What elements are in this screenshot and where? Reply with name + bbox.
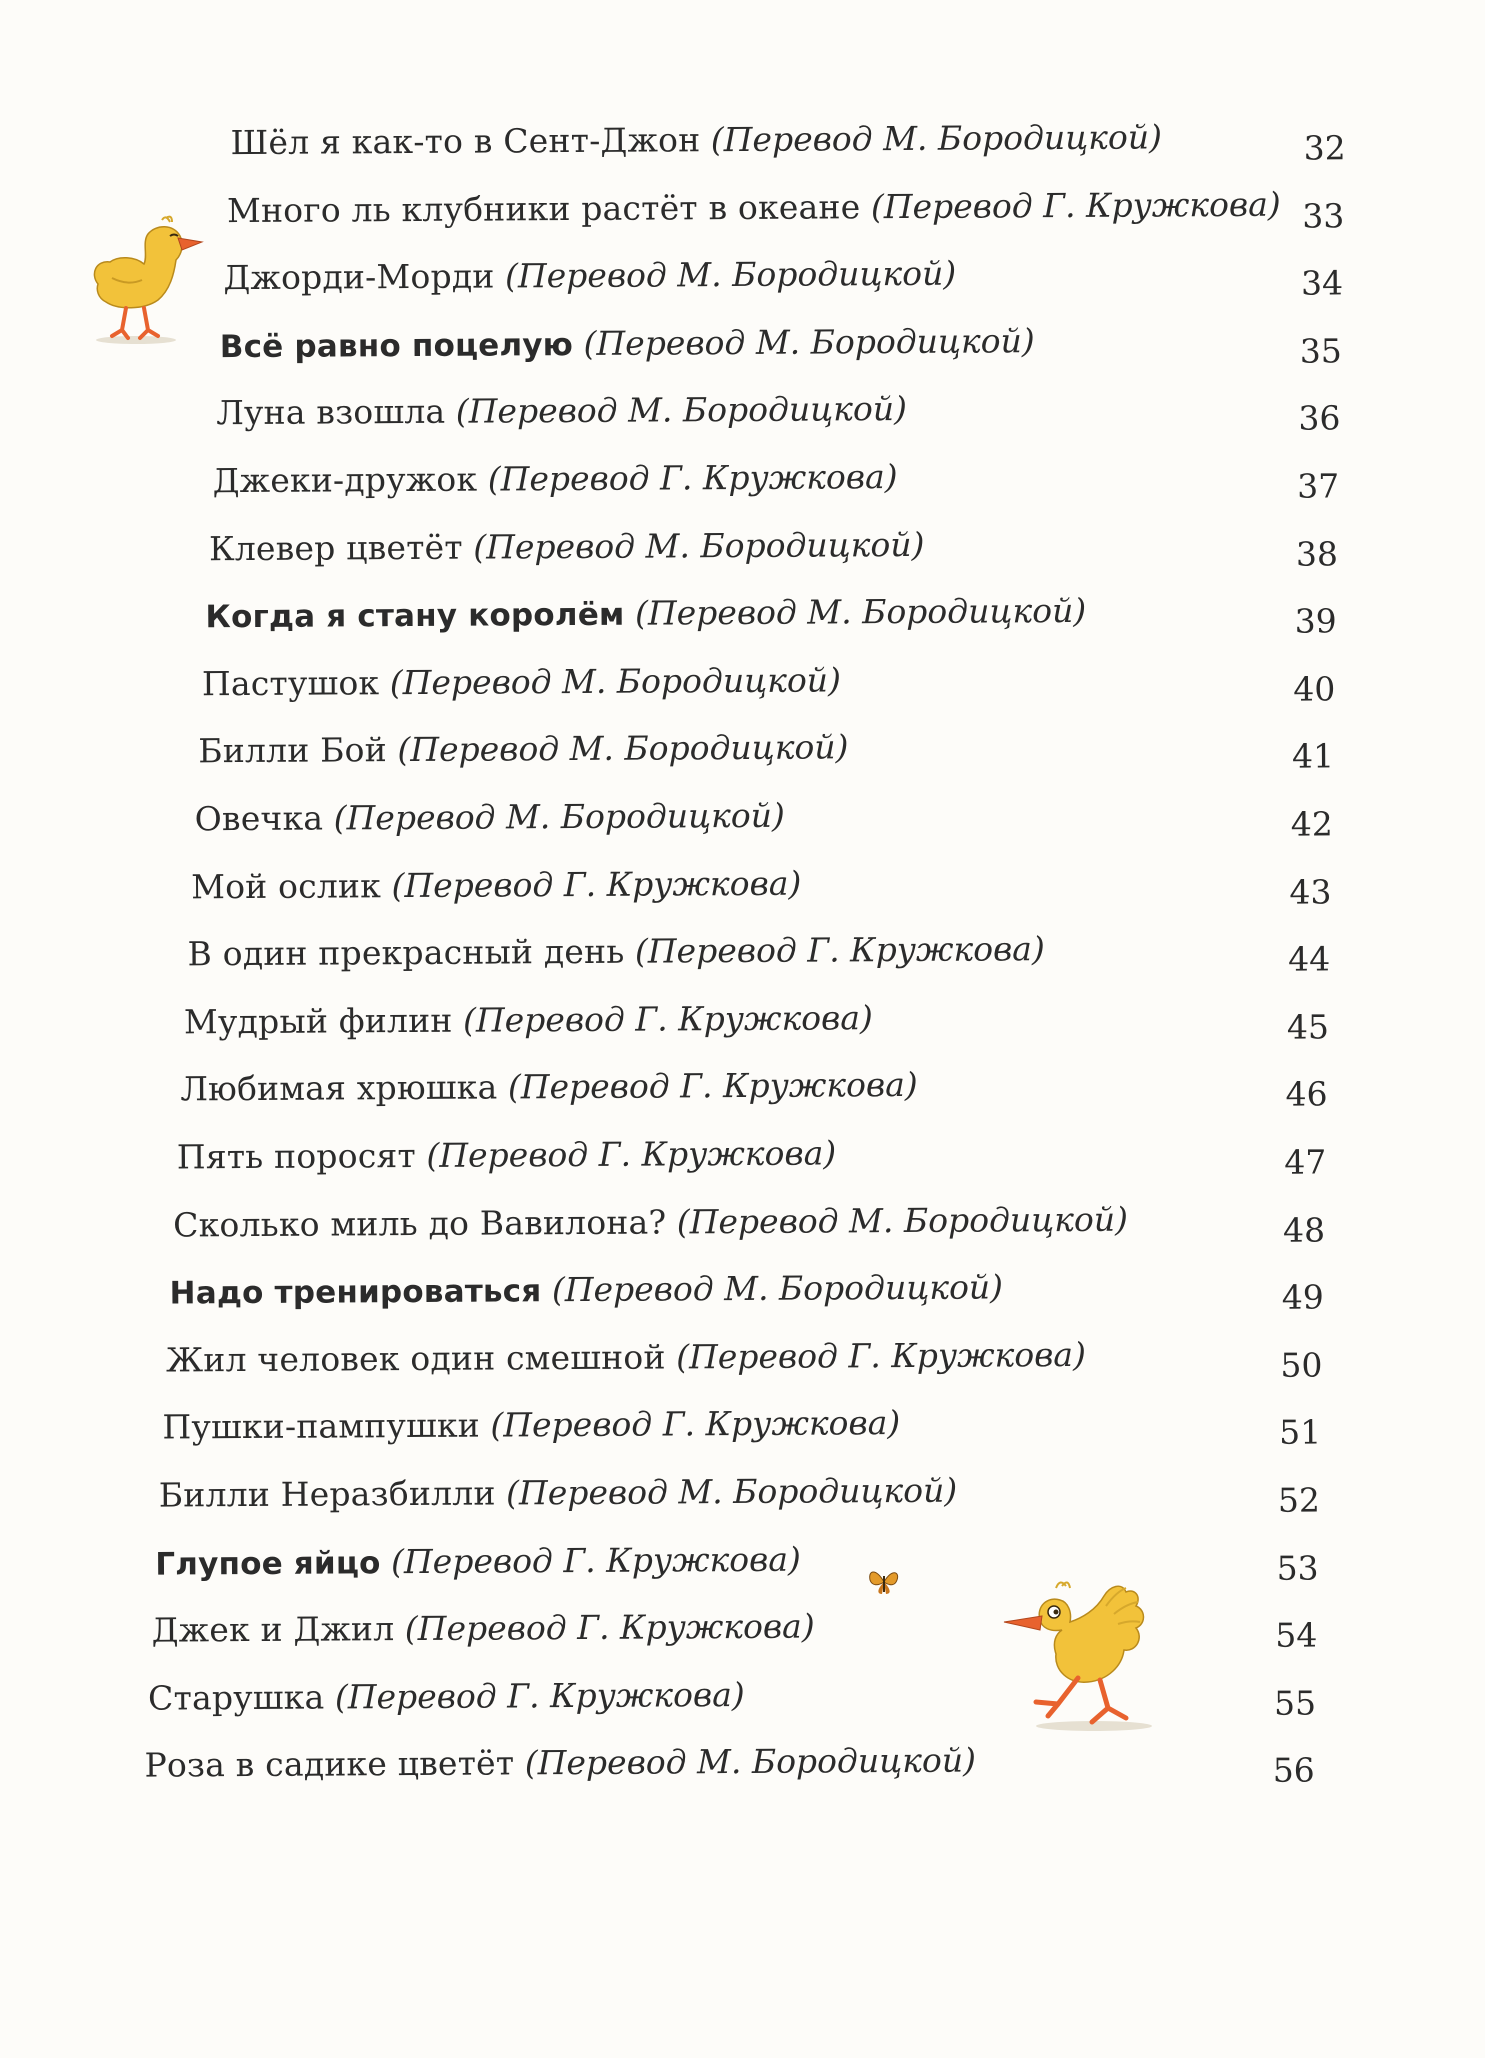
toc-entry-text <box>159 1469 958 1518</box>
toc-page-number: 49 <box>1281 1277 1324 1317</box>
toc-entry-translator: (Перевод Г. Кружкова) <box>426 1133 837 1175</box>
toc-entry-title: Всё равно поцелую <box>219 326 574 365</box>
toc-entry <box>2 1330 1485 1399</box>
toc-entry-translator: (Перевод Г. Кружкова) <box>487 457 898 499</box>
toc-entry <box>0 451 1482 520</box>
toc-entry-text <box>205 589 1086 639</box>
duckling-icon <box>78 212 208 347</box>
toc-entry-text <box>216 387 907 435</box>
toc-entry-translator: (Перевод М. Бородицкой) <box>710 117 1163 160</box>
toc-entry-translator: (Перевод М. Бородицкой) <box>634 591 1087 633</box>
toc-entry-title: Билли Неразбилли <box>158 1473 496 1515</box>
toc-entry-text <box>191 861 801 909</box>
toc-entry <box>3 1465 1485 1534</box>
toc-entry-title: Любимая хрюшка <box>180 1067 498 1109</box>
toc-entry-title: Мудрый филин <box>183 1000 453 1042</box>
toc-entry-title: Когда я стану королём <box>205 596 625 636</box>
toc-entry-title: Глупое яйцо <box>155 1544 381 1583</box>
toc-entry-translator: (Перевод Г. Кружкова) <box>462 997 873 1040</box>
toc-page-number: 44 <box>1288 939 1331 979</box>
toc-entry-title: Клевер цветёт <box>208 527 463 568</box>
toc-entry-title: В один прекрасный день <box>187 931 625 974</box>
toc-entry-text <box>195 794 785 842</box>
toc-entry-translator: (Перевод Г. Кружкова) <box>870 184 1281 226</box>
butterfly-icon <box>866 1566 902 1598</box>
toc-entry <box>0 789 1484 858</box>
toc-entry-text <box>166 1333 1086 1383</box>
toc-entry-title: Роза в садике цветёт <box>144 1743 515 1786</box>
toc-page-number: 50 <box>1280 1345 1323 1385</box>
toc-entry-translator: (Перевод М. Бородицкой) <box>389 660 841 702</box>
toc-entry <box>1 1127 1485 1196</box>
toc-page-number: 36 <box>1298 398 1341 438</box>
toc-entry <box>4 1736 1485 1805</box>
toc-page-number: 55 <box>1273 1683 1317 1723</box>
toc-entry-translator: (Перевод М. Бородицкой) <box>524 1740 977 1783</box>
toc-entry <box>0 181 1480 250</box>
toc-page-number: 38 <box>1295 533 1339 574</box>
toc-entry-translator: (Перевод М. Бородицкой) <box>504 253 957 296</box>
toc-entry-title: Овечка <box>194 798 324 839</box>
toc-entry-translator: (Перевод Г. Кружкова) <box>404 1606 815 1649</box>
toc-entry-translator: (Перевод М. Бородицкой) <box>551 1267 1004 1310</box>
toc-entry <box>0 316 1481 385</box>
toc-entry-translator: (Перевод М. Бородицкой) <box>397 727 849 770</box>
toc-entry-translator: (Перевод М. Бородицкой) <box>505 1470 958 1513</box>
toc-entry-translator: (Перевод М. Бородицкой) <box>333 795 785 838</box>
toc-entry <box>2 1398 1485 1467</box>
toc-entry-translator: (Перевод Г. Кружкова) <box>676 1334 1087 1377</box>
toc-entry-text <box>180 1063 918 1112</box>
toc-page-number: 53 <box>1276 1548 1319 1588</box>
toc-entry-translator: (Перевод Г. Кружкова) <box>490 1403 901 1445</box>
toc-entry-title: Джеки-дружок <box>212 459 478 501</box>
toc-page-number: 54 <box>1275 1615 1318 1655</box>
toc-page-number: 46 <box>1285 1074 1328 1115</box>
toc-entry <box>0 925 1485 994</box>
toc-entry <box>0 384 1481 453</box>
toc-entry-text <box>173 1197 1128 1247</box>
toc-entry-translator: (Перевод Г. Кружкова) <box>390 1539 801 1581</box>
toc-entry-title: Жил человек один смешной <box>165 1337 666 1380</box>
toc-entry-title: Мой ослик <box>191 865 382 906</box>
toc-page-number: 41 <box>1291 736 1335 777</box>
toc-page-number: 45 <box>1286 1007 1330 1047</box>
toc-entry-title: Много ль клубники растёт в океане <box>226 186 861 230</box>
toc-page-number: 43 <box>1289 871 1332 912</box>
toc-entry-text <box>169 1266 1003 1316</box>
toc-page-number: 52 <box>1277 1480 1321 1520</box>
toc-entry-text <box>220 319 1035 369</box>
toc-entry-text <box>227 182 1281 232</box>
toc-entry-text <box>148 1673 745 1721</box>
toc-entry <box>0 857 1484 926</box>
toc-entry-title: Луна взошла <box>216 392 446 433</box>
toc-entry-translator: (Перевод Г. Кружкова) <box>391 863 802 905</box>
toc-page-number: 51 <box>1279 1412 1322 1453</box>
toc-page-number: 56 <box>1272 1750 1315 1791</box>
toc-entry-text <box>187 927 1044 976</box>
toc-entry-text <box>198 726 848 774</box>
toc-entry-translator: (Перевод Г. Кружкова) <box>507 1065 918 1107</box>
toc-entry-text <box>177 1131 837 1179</box>
toc-entry <box>0 113 1480 182</box>
toc-entry <box>1 1195 1485 1264</box>
toc-entry-translator: (Перевод М. Бородицкой) <box>455 389 908 432</box>
toc-entry <box>3 1533 1485 1602</box>
toc-page-number: 39 <box>1294 601 1337 641</box>
running-duckling-icon <box>996 1566 1166 1736</box>
toc-entry <box>0 722 1484 791</box>
toc-entry-text <box>213 455 898 503</box>
toc-entry-text <box>184 996 873 1044</box>
toc-entry <box>0 992 1485 1061</box>
toc-entry <box>0 587 1483 656</box>
toc-entry <box>1 1263 1485 1332</box>
toc-page-number: 32 <box>1303 128 1346 168</box>
toc-entry <box>0 519 1482 588</box>
toc-entry <box>0 249 1481 318</box>
toc-entry <box>4 1668 1485 1737</box>
toc-entry-title: Джорди-Морди <box>223 256 495 298</box>
toc-entry-text <box>155 1537 801 1586</box>
toc-entry-translator: (Перевод М. Бородицкой) <box>676 1199 1129 1241</box>
toc-entry-translator: (Перевод Г. Кружкова) <box>634 929 1045 971</box>
toc-entry-title: Надо тренироваться <box>169 1273 542 1312</box>
toc-entry-text <box>162 1401 900 1450</box>
toc-entry-title: Старушка <box>147 1677 325 1718</box>
toc-entry-text <box>209 522 925 570</box>
toc-entry-title: Джек и Джил <box>151 1609 395 1650</box>
toc-page-number: 47 <box>1284 1142 1327 1182</box>
toc-entry-title: Сколько миль до Вавилона? <box>173 1202 667 1245</box>
toc-entry-title: Пушки-пампушки <box>162 1405 481 1447</box>
toc-page-number: 35 <box>1299 331 1342 371</box>
toc-page-number: 40 <box>1293 669 1336 709</box>
toc-entry-title: Билли Бой <box>198 730 388 771</box>
toc-entry-translator: (Перевод М. Бородицкой) <box>583 320 1035 363</box>
toc-entry-text <box>223 252 956 300</box>
toc-entry <box>0 654 1483 723</box>
toc-entry-text <box>230 115 1162 165</box>
toc-page-number: 34 <box>1300 263 1344 303</box>
toc-entry-title: Пастушок <box>201 663 380 704</box>
toc-entry <box>4 1601 1485 1670</box>
toc-page-number: 37 <box>1297 466 1340 506</box>
toc-entry-translator: (Перевод Г. Кружкова) <box>334 1674 745 1717</box>
toc-entry <box>0 1060 1485 1129</box>
toc-page-number: 42 <box>1290 804 1333 844</box>
toc-entry-translator: (Перевод М. Бородицкой) <box>473 524 925 567</box>
toc-entry-text <box>202 658 841 706</box>
toc-entry-title: Шёл я как-то в Сент-Джон <box>230 120 701 163</box>
toc-page-number: 33 <box>1302 195 1345 236</box>
toc-entry-text <box>144 1739 976 1788</box>
toc-page-number: 48 <box>1282 1210 1326 1250</box>
toc-entry-title: Пять поросят <box>176 1135 417 1177</box>
toc-entry-text <box>152 1605 815 1653</box>
